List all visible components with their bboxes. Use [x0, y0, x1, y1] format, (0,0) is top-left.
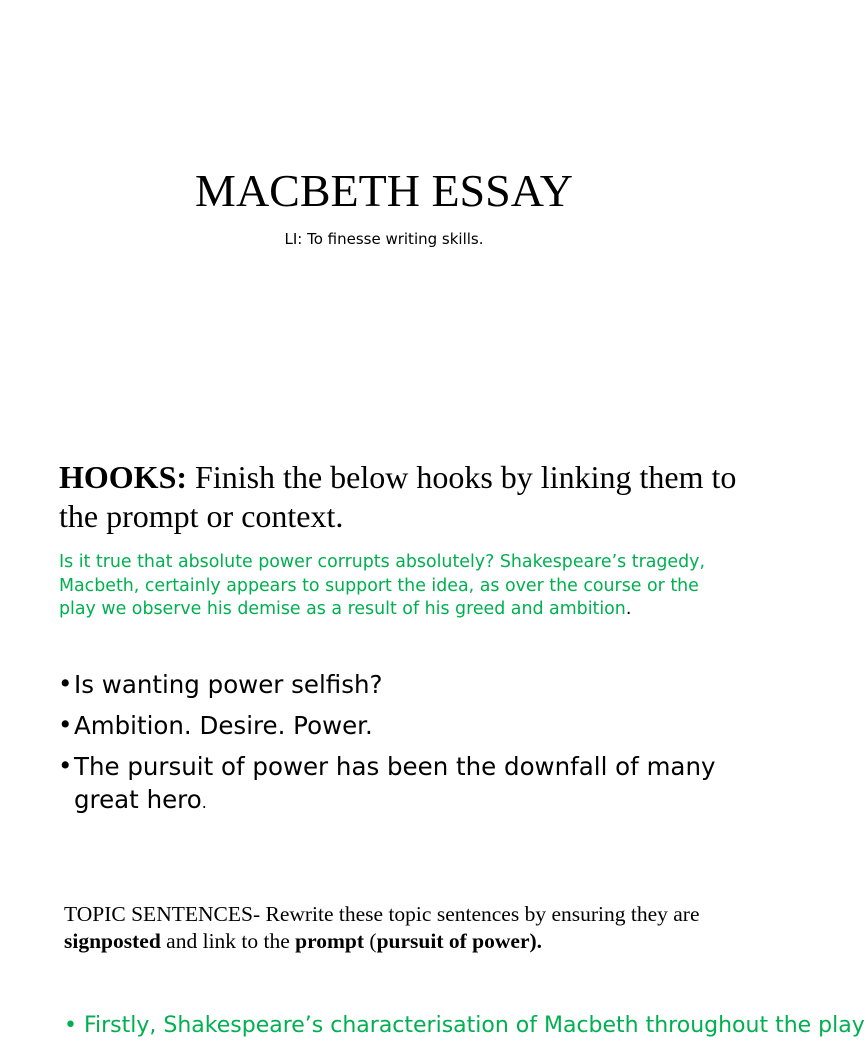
topic-text-1: TOPIC SENTENCES- Rewrite these topic sentences by ensuring they are [64, 902, 700, 926]
slide-hooks [0, 430, 768, 870]
example-hook [59, 551, 739, 622]
bullet-icon: • [58, 751, 73, 780]
learning-intention: LI: To finesse writing skills. [284, 230, 484, 248]
topic-example-bullet: • Firstly, Shakespeare’s characterisation of Macbeth throughout the play [64, 1013, 865, 1038]
list-item [58, 709, 738, 742]
page-title: MACBETH ESSAY [195, 165, 573, 216]
bullet-icon: • [58, 710, 73, 739]
hooks-heading [59, 458, 739, 536]
list-item [58, 750, 738, 819]
list-item-text: The pursuit of power has been the downfall of many great hero [74, 752, 716, 814]
hook-list [58, 668, 738, 827]
topic-bold-pursuit: pursuit of power). [376, 929, 543, 953]
list-item-text: Is wanting power selfish? [74, 670, 383, 699]
slide-topic-sentences [0, 870, 865, 1038]
topic-bold-signposted: signposted [64, 929, 161, 953]
hooks-label: HOOKS: [59, 459, 188, 495]
topic-instruction [64, 901, 724, 955]
example-hook-period: . [625, 599, 632, 619]
topic-bold-prompt: prompt [295, 929, 365, 953]
topic-text-2: and link to the [160, 929, 296, 953]
list-item-period: . [201, 793, 207, 812]
hooks-instruction: Finish the below hooks by linking them to the prompt or context. [59, 459, 737, 534]
list-item-text: Ambition. Desire. Power. [74, 711, 373, 740]
slide-title [0, 0, 768, 430]
example-hook-text: Is it true that absolute power corrupts absolutely? Shakespeare’s tragedy, Macbeth, certainly appears to support the idea, as over the course or the play we observe his demise as a result of his greed and ambition [59, 552, 705, 619]
topic-text-3: ( [364, 929, 377, 953]
bullet-icon: • [58, 669, 73, 698]
list-item [58, 668, 738, 701]
